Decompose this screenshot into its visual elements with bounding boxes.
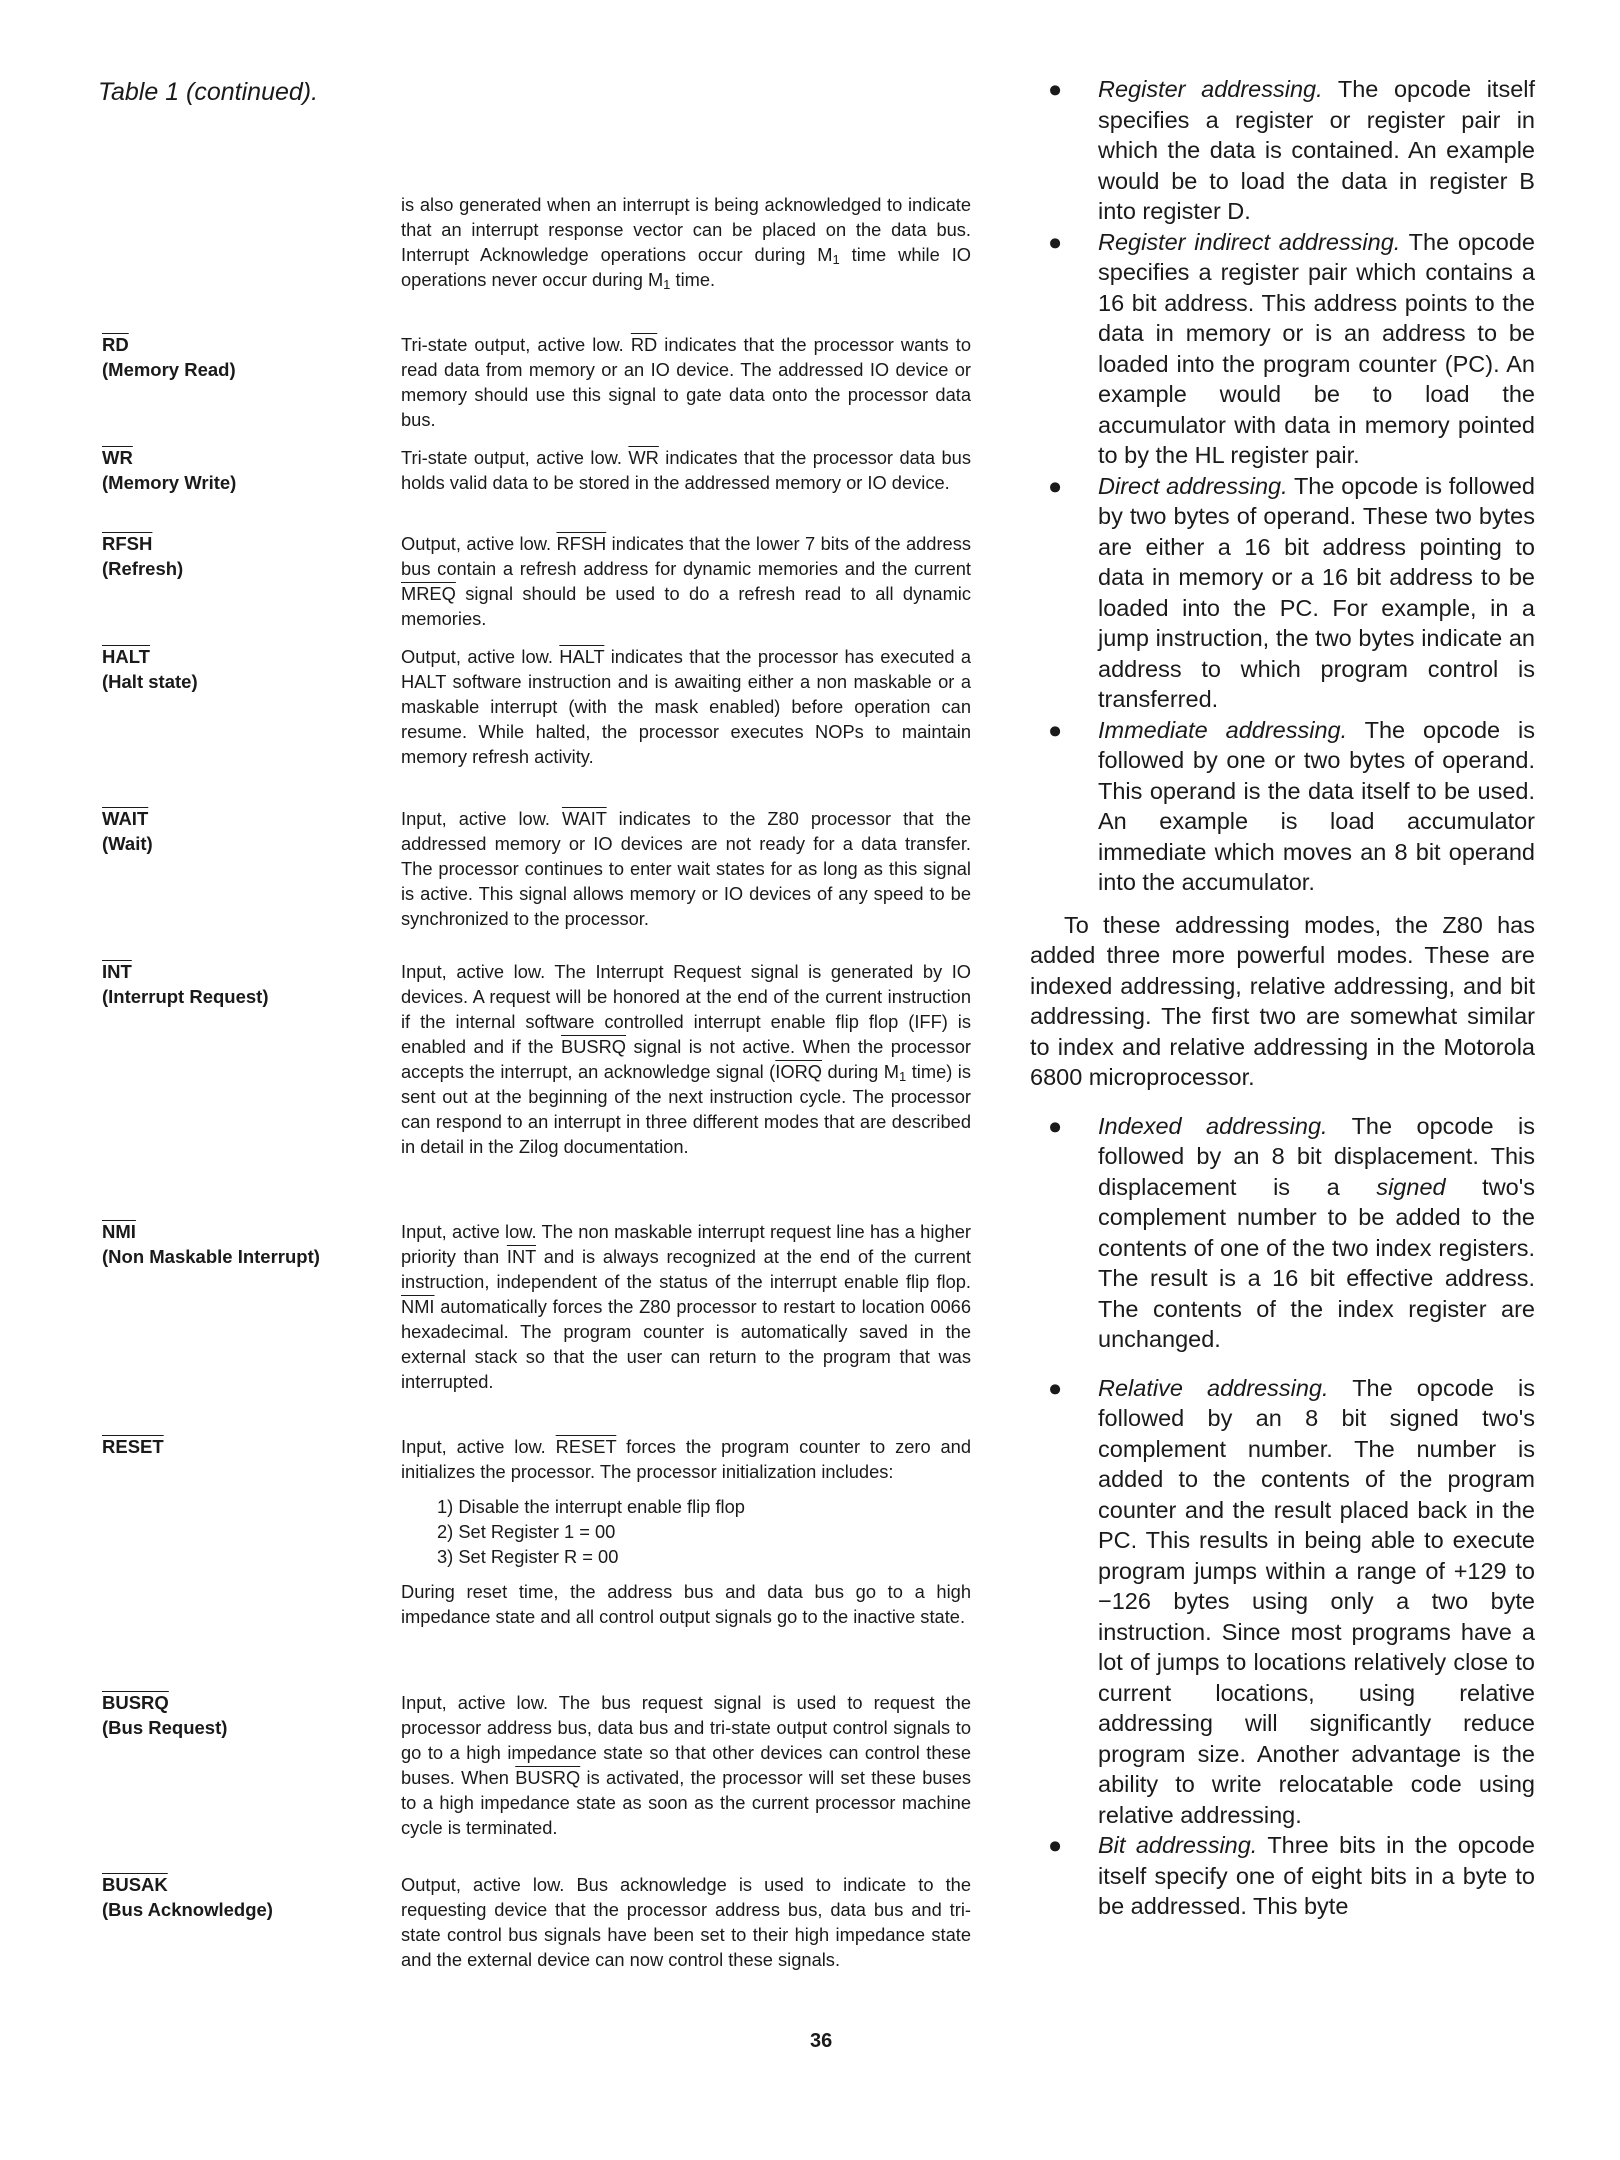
overlined-signal: HALT [559,646,605,667]
list-item: 3) Set Register R = 00 [437,1546,619,1567]
bullet-term: Direct addressing. [1098,472,1288,499]
signal-reset [102,1434,362,1459]
description-paragraph: Input, active low. RESET forces the program counter to zero and initializes the processor. The processor initialization includes: [401,1436,972,1482]
signal-name: WAIT [102,808,149,829]
description-paragraph: Input, active low. WAIT indicates to the Z80 processor that the addressed memory or IO devices are not ready for a data transfer. The processor continues to enter wait states for as long as this signal is active. This signal allows memory or IO devices of any speed to be synchronized to the processor. [401,808,972,929]
overlined-signal: BUSRQ [561,1036,627,1057]
signal-description: (Interrupt Request) [102,986,269,1007]
signal-name: $\overline{NMI}$ [102,1221,136,1242]
signal-halt-text [401,644,971,779]
bullet-addressing-mode [1030,471,1535,715]
signal-busrq [102,1690,362,1740]
overlined-signal: $\overline{WR}$ [628,447,659,468]
bullet-icon: ● [1048,76,1063,102]
signal-wr-text [401,445,971,505]
bullet-text: The opcode itself specifies a register or register pair in which the data is contained. An example would be to load the data in register B into register D. [1098,76,1536,224]
signal-description: (Halt state) [102,671,198,692]
description-paragraph: Tri-state output, active low. $\overline{WR}$ indicates that the processor data bus holds valid data to be stored in the addressed memory or IO device. [401,447,971,493]
signal-description: (Non Maskable Interrupt) [102,1246,320,1267]
signal-busak [102,1872,362,1922]
addressing-modes-paragraph: To these addressing modes, the Z80 has added three more powerful modes. These are indexed addressing, relative addressing, and bit addressing. The first two are somewhat similar to index and relative addressing in the Motorola 6800 microprocessor. [1030,911,1535,1090]
signal-nmi [102,1219,362,1269]
description-paragraph: Output, active low. Bus acknowledge is used to indicate to the requesting device that the processor address bus, data bus and tri-state control bus signals have been set to their high impedance state and the external device can now control these signals. [401,1874,971,1970]
signal-rfsh [102,531,362,581]
bullet-addressing-mode [1030,227,1535,471]
overlined-signal: $\overline{NMI}$ [401,1296,435,1317]
description-paragraph: Input, active low. The bus request signal is used to request the processor address bus, data bus and tri-state output control signals to go to a high impedance state so that other devices can control these buses. When BUSRQ is activated, the processor will set these buses to a high impedance state as soon as the current processor machine cycle is terminated. [401,1692,972,1838]
description-paragraph: Input, active low. The Interrupt Request signal is generated by IO devices. A request will be honored at the end of the current instruction if the internal software controlled interrupt enable flip flop (IFF) is enabled and if the BUSRQ signal is not active. When the processor accepts the interrupt, an acknowledge signal (IORQ during $M_1$ time) is sent out at the beginning of the next instruction cycle. The processor can respond to an interrupt in three different modes that are described in detail in the Zilog documentation. [401,961,971,1157]
overlined-signal: BUSRQ [515,1767,581,1788]
signal-halt [102,644,362,694]
bullet-indexed-addressing: ● Indexed addressing. The opcode is followed by an 8 bit displacement. This displacement is a signed two's complement number to be added to the contents of one of the two index registers. The result is a 16 bit effective address. The contents of the index register are unchanged. [1048,1112,1535,1352]
bullet-term: Register addressing. [1098,76,1323,102]
signal-int-text [401,959,971,1169]
signal-rfsh-text [401,531,971,641]
signal-nmi-text [401,1219,971,1404]
description-paragraph: Output, active low. HALT indicates that the processor has executed a HALT software instruction and is awaiting either a non maskable or a maskable interrupt (with the mask enabled) before operation can resume. While halted, the processor executes NOPs to maintain memory refresh activity. [401,646,972,767]
overlined-signal: RFSH [556,533,607,554]
description-paragraph: is also generated when an interrupt is being acknowledged to indicate that an interrupt response vector can be placed on the data bus. Interrupt Acknowledge operations occur during $M_1$ time while IO operations never occur during $M_1$ time. [401,194,971,292]
signal-description: (Bus Acknowledge) [102,1899,273,1920]
bullet-text: The opcode specifies a register pair which contains a 16 bit address. This address points to the data in memory or is an address to be loaded into the program counter (PC). An example would be to load the accumulator with data in memory pointed to by the HL register pair. [1098,228,1535,468]
signal-name: RFSH [102,533,153,554]
overlined-signal: $\overline{RD}$ [630,334,658,355]
bullet-icon: ● [1048,716,1063,743]
table-caption: Table 1 (continued). [98,78,319,106]
page-number: 36 [810,2030,833,2052]
signal-description: (Refresh) [102,558,184,579]
signal-wr [102,445,362,495]
description-paragraph: During reset time, the address bus and data bus go to a high impedance state and all control output signals go to the inactive state. [401,1581,971,1627]
description-paragraph: Output, active low. RFSH indicates that the lower 7 bits of the address bus contain a refresh address for dynamic memories and the current MREQ signal should be used to do a refresh read to all dynamic memories. [401,533,971,629]
continuation-text [401,192,971,302]
signal-wait [102,806,362,856]
signal-description: (Memory Read) [102,359,236,380]
signal-name: $\overline{RD}$ [102,334,129,355]
right-column [1030,74,1535,1922]
bullet-text: The opcode is followed by two bytes of operand. These two bytes are either a 16 bit address pointing to data in memory or a 16 bit address to be loaded into the PC. For example, in a jump instruction, the two bytes indicate an address to which program control is transferred. [1098,472,1535,712]
bullet-icon: ● [1048,472,1063,499]
signal-description: (Wait) [102,833,153,854]
description-paragraph: Tri-state output, active low. $\overline{RD}$ indicates that the processor wants to read data from memory or an IO device. The addressed IO device or memory should use this signal to gate data onto the processor data bus. [401,334,971,430]
signal-name: $\overline{INT}$ [102,961,132,982]
signal-reset-text [401,1434,971,1639]
signal-rd-text [401,332,971,442]
bullet-icon: ● [1048,228,1063,255]
signal-int [102,959,362,1009]
signal-rd [102,332,362,382]
bullet-term: Register indirect addressing. [1098,228,1401,255]
overlined-signal: IORQ [775,1061,823,1082]
signal-name: BUSAK [102,1874,168,1895]
bullet-relative-addressing: ● Relative addressing. The opcode is followed by an 8 bit signed two's complement number. The number is added to the contents of the program counter and the result placed back in the PC. This results in being able to execute program jumps within a range of +129 to −126 bytes using only a two byte instruction. Since most programs have a lot of jumps to locations relatively close to current locations, using relative addressing will significantly reduce program size. Another advantage is the ability to write relocatable code using relative addressing. [1048,1374,1535,1828]
list-item: 2) Set Register 1 = 00 [437,1521,616,1542]
subscript: 1 [832,252,840,267]
signal-busak-text [401,1872,971,1982]
signal-description: (Memory Write) [102,472,237,493]
overlined-signal: $\overline{INT}$ [506,1246,537,1267]
bullet-bit-addressing: ● Bit addressing. Three bits in the opcode itself specify one of eight bits in a byte to be addressed. This byte [1048,1832,1535,1919]
signal-name: BUSRQ [102,1692,169,1713]
signal-name: HALT [102,646,150,667]
list-item: 1) Disable the interrupt enable flip flop [437,1496,745,1517]
signal-busrq-text [401,1690,971,1850]
signal-wait-text [401,806,971,941]
overlined-signal: MREQ [401,583,456,604]
overlined-signal: RESET [555,1436,617,1457]
subscript: 1 [899,1069,907,1084]
bullet-term: Immediate addressing. [1098,716,1348,743]
bullet-text: The opcode is followed by one or two bytes of operand. This operand is the data itself to be used. An example is load accumulator immediate which moves an 8 bit operand into the accumulator. [1098,716,1535,895]
bullet-addressing-mode [1030,74,1535,227]
bullet-addressing-mode [1030,715,1535,898]
signal-name: $\overline{WR}$ [102,447,133,468]
subscript: 1 [663,277,671,292]
signal-description: (Bus Request) [102,1717,228,1738]
overlined-signal: WAIT [561,808,607,829]
description-paragraph: Input, active low. The non maskable interrupt request line has a higher priority than $\overline{INT}$ and is always recognized at the end of the current instruction, independent of the status of the interrupt enable flip flop. $\overline{NMI}$ automatically forces the Z80 processor to restart to location 0066 hexadecimal. The program counter is automatically saved in the external stack so that the user can return to the program that was interrupted. [401,1221,971,1392]
signal-name: RESET [102,1436,164,1457]
